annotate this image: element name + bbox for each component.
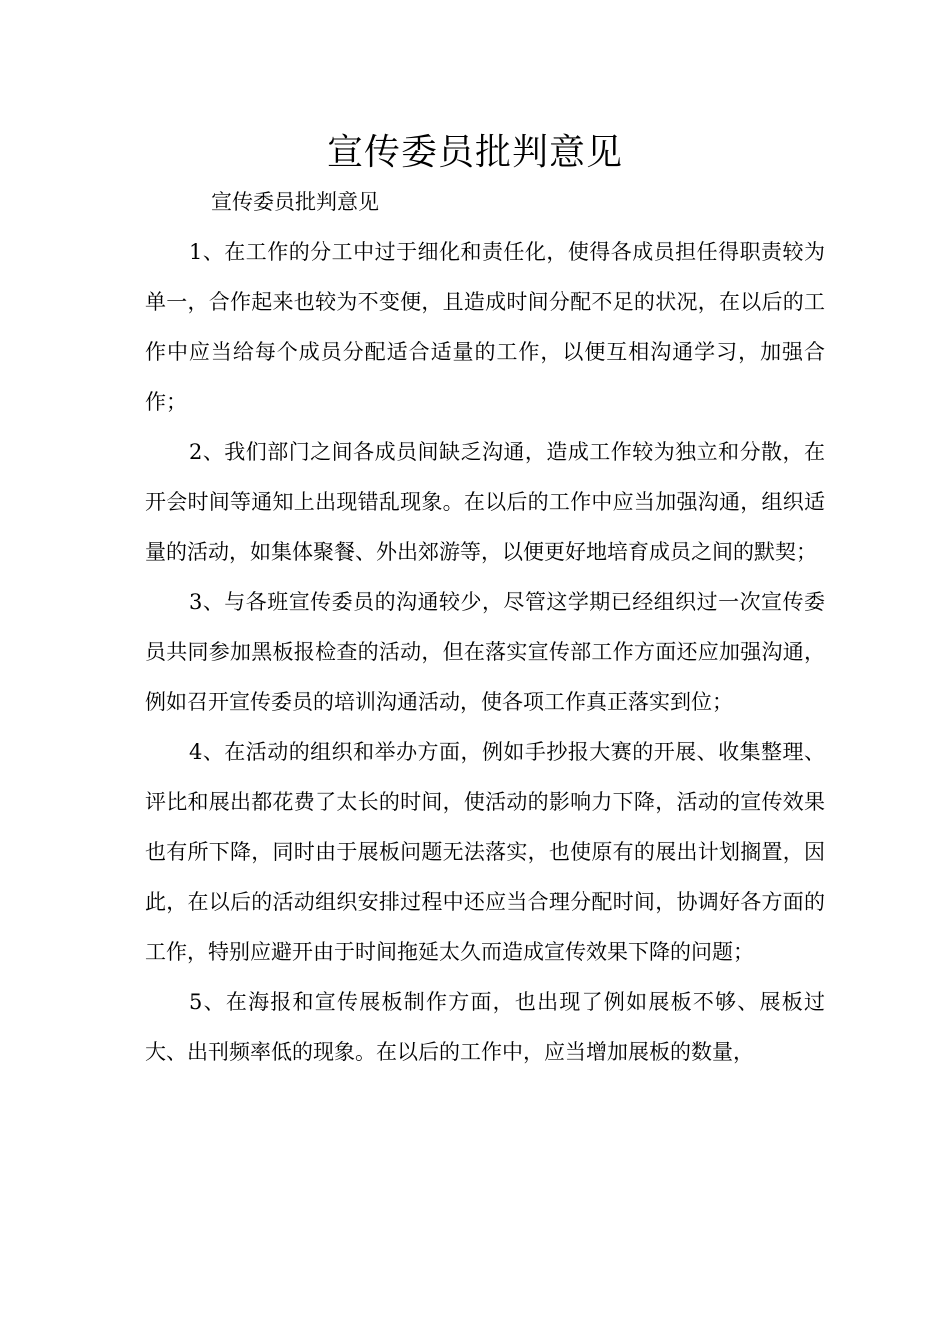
document-title: 宣传委员批判意见: [326, 132, 623, 173]
paragraph-2: 2、我们部门之间各成员间缺乏沟通，造成工作较为独立和分散，在开会时间等通知上出现错乱现象。在以后的工作中应当加强沟通，组织适量的活动，如集体聚餐、外出郊游等，以便更好地培育成员之间的默契；: [145, 440, 825, 564]
paragraph-5: 5、在海报和宣传展板制作方面，也出现了例如展板不够、展板过大、出刊频率低的现象。在以后的工作中，应当增加展板的数量，: [145, 990, 825, 1064]
document-subtitle: 宣传委员批判意见: [211, 190, 379, 214]
paragraph-4: 4、在活动的组织和举办方面，例如手抄报大赛的开展、收集整理、评比和展出都花费了太长的时间，使活动的影响力下降，活动的宣传效果也有所下降，同时由于展板问题无法落实，也使原有的展出计划搁置，因此，在以后的活动组织安排过程中还应当合理分配时间，协调好各方面的工作，特别应避开由于时间拖延太久而造成宣传效果下降的问题；: [145, 740, 825, 964]
document-body: [145, 177, 825, 1077]
paragraph-1: 1、在工作的分工中过于细化和责任化，使得各成员担任得职责较为单一，合作起来也较为不变便，且造成时间分配不足的状况，在以后的工作中应当给每个成员分配适合适量的工作，以便互相沟通学习，加强合作；: [145, 240, 825, 414]
paragraph-3: 3、与各班宣传委员的沟通较少，尽管这学期已经组织过一次宣传委员共同参加黑板报检查的活动，但在落实宣传部工作方面还应加强沟通，例如召开宣传委员的培训沟通活动，使各项工作真正落实到位；: [145, 590, 825, 714]
